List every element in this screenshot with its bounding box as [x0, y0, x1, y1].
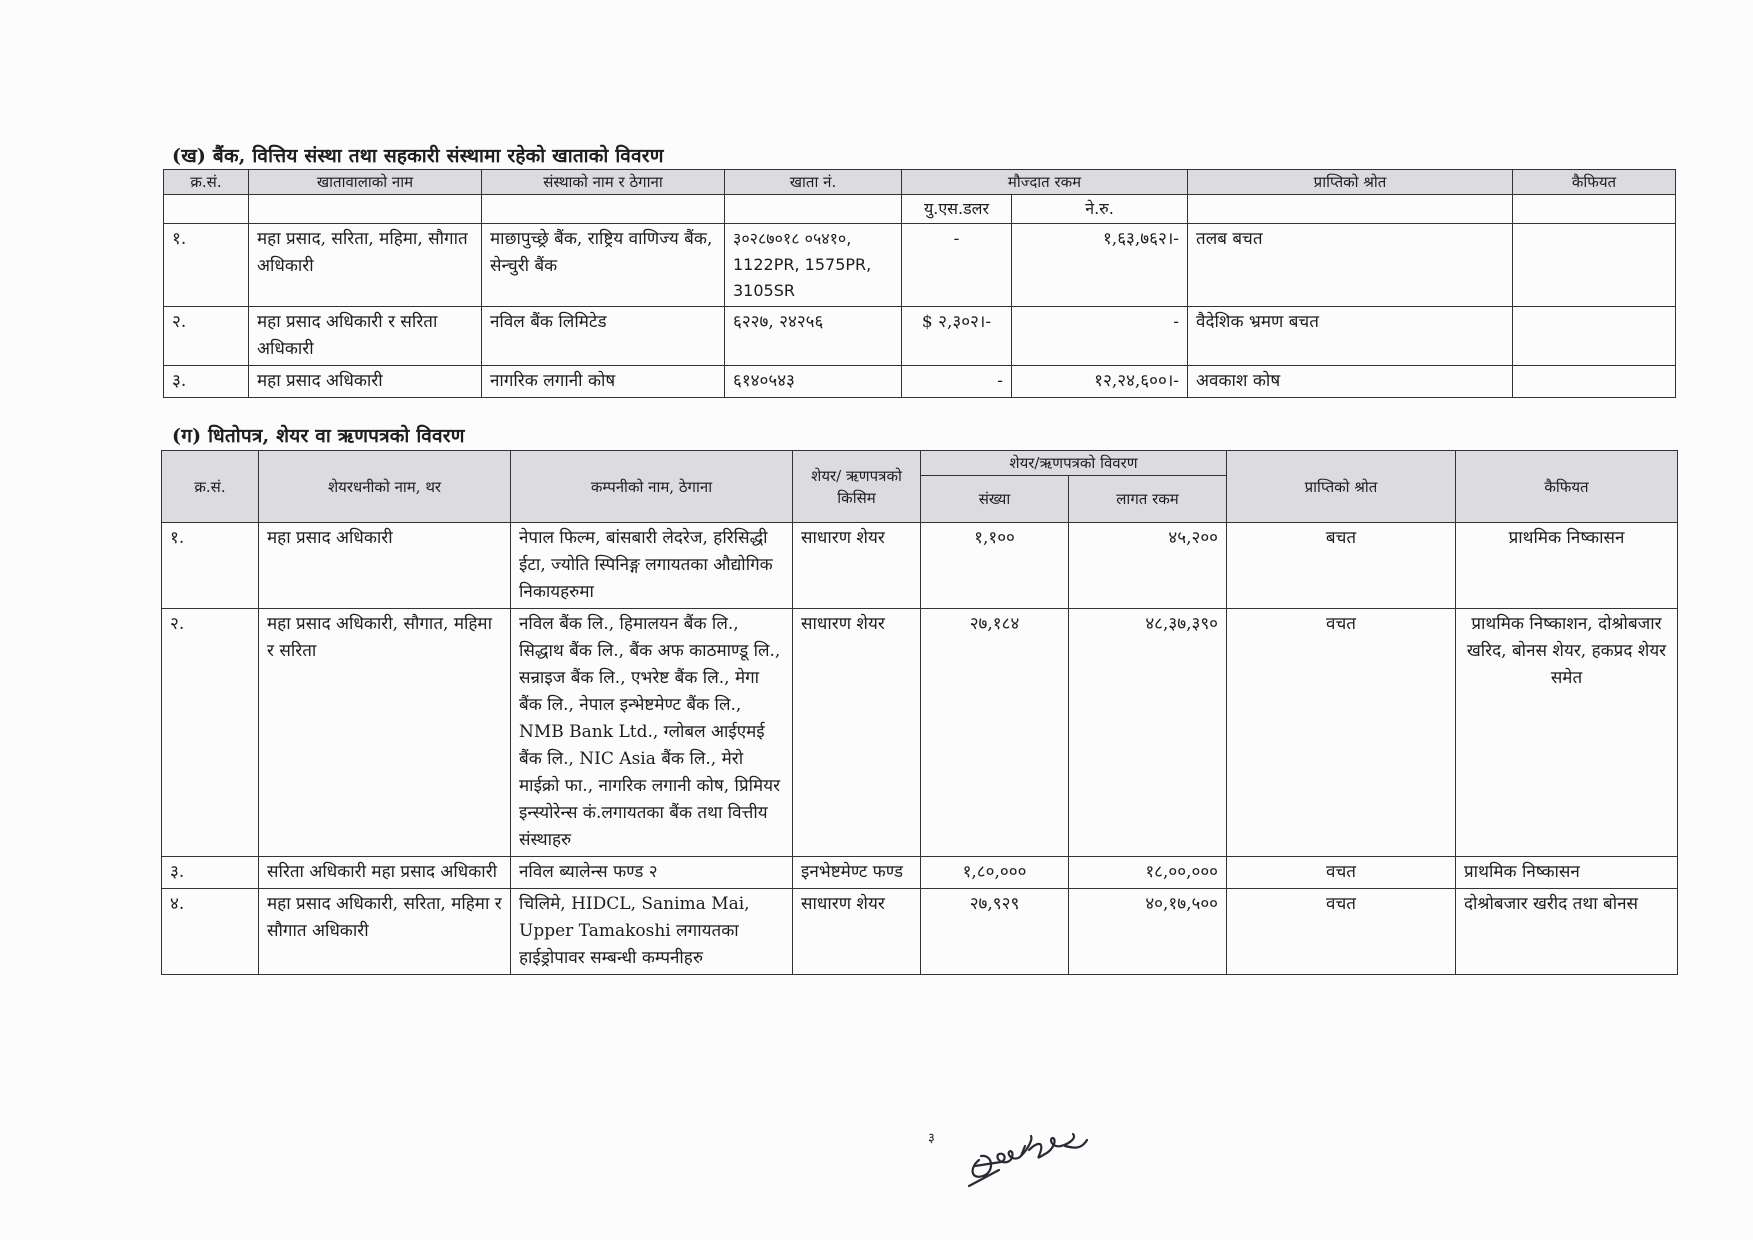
count-cell: १,८०,००० — [921, 857, 1069, 889]
bank-accounts-table — [163, 169, 1676, 398]
holder-cell: महा प्रसाद अधिकारी, सरिता, महिमा र सौगात अधिकारी — [259, 889, 511, 975]
cost-cell: ४०,१७,५०० — [1069, 889, 1227, 975]
col-header-company: कम्पनीको नाम, ठेगाना — [511, 451, 793, 523]
table-row — [164, 224, 1676, 307]
npr-cell: १२,२४,६००।- — [1012, 366, 1188, 398]
holder-cell: महा प्रसाद, सरिता, महिमा, सौगात अधिकारी — [249, 224, 482, 307]
table-row — [162, 523, 1678, 609]
col-header-remarks: कैफियत — [1456, 451, 1678, 523]
sn-cell: ३. — [164, 366, 249, 398]
institution-cell: माछापुच्छ्रे बैंक, राष्ट्रिय वाणिज्य बैंक, सेन्चुरी बैंक — [482, 224, 725, 307]
type-cell: साधारण शेयर — [793, 889, 921, 975]
sn-cell: ४. — [162, 889, 259, 975]
blank-cell — [1188, 195, 1513, 224]
remarks-cell: प्राथमिक निष्कासन — [1456, 523, 1678, 609]
company-cell: नविल बैंक लि., हिमालयन बैंक लि., सिद्धाथ बैंक लि., बैंक अफ काठमाण्डू लि., सन्राइज बैंक लि., एभरेष्ट बैंक लि., मेगा बैंक लि., नेपाल इन्भेष्टमेण्ट बैंक लि., NMB Bank Ltd., ग्लोबल आईएमई बैंक लि., NIC Asia बैंक लि., मेरो माईक्रो फा., नागरिक लगानी कोष, प्रिमियर इन्स्योरेन्स कं.लगायतका बैंक तथा वित्तीय संस्थाहरु — [511, 609, 793, 857]
remarks-cell: दोश्रोबजार खरीद तथा बोनस — [1456, 889, 1678, 975]
remarks-cell: प्राथमिक निष्कासन — [1456, 857, 1678, 889]
holder-cell: महा प्रसाद अधिकारी — [249, 366, 482, 398]
source-cell: अवकाश कोष — [1188, 366, 1513, 398]
source-cell: वचत — [1227, 609, 1456, 857]
col-header-count: संख्या — [921, 476, 1069, 523]
source-cell: वचत — [1227, 889, 1456, 975]
usd-cell: - — [902, 224, 1012, 307]
col-header-usd: यु.एस.डलर — [902, 195, 1012, 224]
table-row — [162, 609, 1678, 857]
account-cell: ६२२७, २४२५६ — [725, 307, 902, 366]
table-row — [162, 857, 1678, 889]
count-cell: १,१०० — [921, 523, 1069, 609]
account-cell: ६१४०५४३ — [725, 366, 902, 398]
blank-cell — [249, 195, 482, 224]
holder-cell: महा प्रसाद अधिकारी र सरिता अधिकारी — [249, 307, 482, 366]
col-header-cost: लागत रकम — [1069, 476, 1227, 523]
type-cell: साधारण शेयर — [793, 609, 921, 857]
remarks-cell — [1513, 366, 1676, 398]
col-header-source: प्राप्तिको श्रोत — [1188, 170, 1513, 195]
sn-cell: ३. — [162, 857, 259, 889]
type-cell: साधारण शेयर — [793, 523, 921, 609]
cost-cell: १८,००,००० — [1069, 857, 1227, 889]
sn-cell: १. — [164, 224, 249, 307]
col-header-balance: मौज्दात रकम — [902, 170, 1188, 195]
col-header-sn: क्र.सं. — [162, 451, 259, 523]
npr-cell: १,६३,७६२।- — [1012, 224, 1188, 307]
table-row — [162, 889, 1678, 975]
sn-cell: २. — [162, 609, 259, 857]
page-number: ३ — [928, 1131, 935, 1146]
col-header-holder: शेयरधनीको नाम, थर — [259, 451, 511, 523]
type-cell: इनभेष्टमेण्ट फण्ड — [793, 857, 921, 889]
signature-icon — [965, 1110, 1100, 1190]
source-cell: तलब बचत — [1188, 224, 1513, 307]
col-header-details: शेयर/ऋणपत्रको विवरण — [921, 451, 1227, 476]
col-header-holder: खातावालाको नाम — [249, 170, 482, 195]
institution-cell: नागरिक लगानी कोष — [482, 366, 725, 398]
remarks-cell: प्राथमिक निष्काशन, दोश्रोबजार खरिद, बोनस शेयर, हकप्रद शेयर समेत — [1456, 609, 1678, 857]
remarks-cell — [1513, 224, 1676, 307]
cost-cell: ४५,२०० — [1069, 523, 1227, 609]
account-cell: ३०२८७०१८ ०५४१०, 1122PR, 1575PR, 3105SR — [725, 224, 902, 307]
holder-cell: महा प्रसाद अधिकारी, सौगात, महिमा र सरिता — [259, 609, 511, 857]
col-header-account: खाता नं. — [725, 170, 902, 195]
usd-cell: - — [902, 366, 1012, 398]
source-cell: वैदेशिक भ्रमण बचत — [1188, 307, 1513, 366]
company-cell: नविल ब्यालेन्स फण्ड २ — [511, 857, 793, 889]
holder-cell: सरिता अधिकारी महा प्रसाद अधिकारी — [259, 857, 511, 889]
remarks-cell — [1513, 307, 1676, 366]
table-row — [164, 307, 1676, 366]
col-header-sn: क्र.सं. — [164, 170, 249, 195]
col-header-type: शेयर/ ऋणपत्रको किसिम — [793, 451, 921, 523]
securities-table — [161, 450, 1678, 975]
usd-cell: $ २,३०२।- — [902, 307, 1012, 366]
company-cell: चिलिमे, HIDCL, Sanima Mai, Upper Tamakoshi लगायतका हाईड्रोपावर सम्बन्धी कम्पनीहरु — [511, 889, 793, 975]
table-row — [164, 366, 1676, 398]
institution-cell: नविल बैंक लिमिटेड — [482, 307, 725, 366]
source-cell: बचत — [1227, 523, 1456, 609]
holder-cell: महा प्रसाद अधिकारी — [259, 523, 511, 609]
sn-cell: २. — [164, 307, 249, 366]
sn-cell: १. — [162, 523, 259, 609]
blank-cell — [482, 195, 725, 224]
count-cell: २७,१८४ — [921, 609, 1069, 857]
col-header-remarks: कैफियत — [1513, 170, 1676, 195]
col-header-institution: संस्थाको नाम र ठेगाना — [482, 170, 725, 195]
count-cell: २७,९२९ — [921, 889, 1069, 975]
company-cell: नेपाल फिल्म, बांसबारी लेदरेज, हरिसिद्धी ईटा, ज्योति स्पिनिङ्ग लगायतका औद्योगिक निकायहरुमा — [511, 523, 793, 609]
blank-cell — [725, 195, 902, 224]
npr-cell: - — [1012, 307, 1188, 366]
section-g-title: (ग) धितोपत्र, शेयर वा ऋणपत्रको विवरण — [172, 425, 465, 447]
cost-cell: ४८,३७,३९० — [1069, 609, 1227, 857]
col-header-npr: ने.रु. — [1012, 195, 1188, 224]
source-cell: वचत — [1227, 857, 1456, 889]
section-b-title: (ख) बैंक, वित्तिय संस्था तथा सहकारी संस्थामा रहेको खाताको विवरण — [172, 145, 664, 167]
blank-cell — [164, 195, 249, 224]
signature — [965, 1110, 1100, 1194]
blank-cell — [1513, 195, 1676, 224]
col-header-source: प्राप्तिको श्रोत — [1227, 451, 1456, 523]
